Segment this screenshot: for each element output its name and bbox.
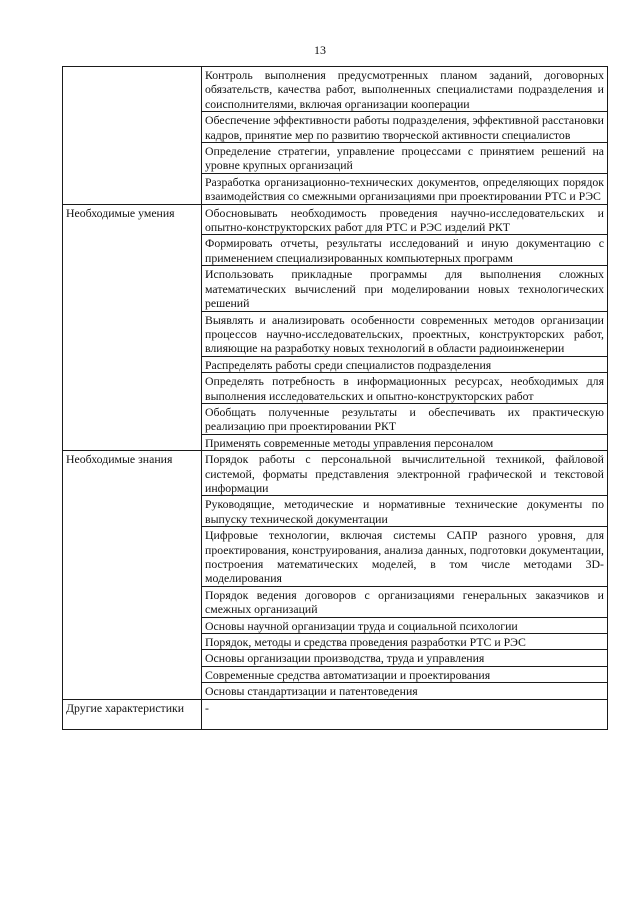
table-cell: Цифровые технологии, включая системы САПР разного уровня, для проектирования, конструирования, анализа данных, подготовки документации, построения математических моделей, в том числе методами 3D-моделирования [202,527,608,587]
table-cell: Контроль выполнения предусмотренных планом заданий, договорных обязательств, качества работ, выполненных специалистами подразделения и соисполнителями, включая организации кооперации [202,67,608,112]
table-row [63,451,608,496]
table-cell: Основы стандартизации и патентоведения [202,683,608,699]
job-spec-table [62,66,608,730]
row-label-other: Другие характеристики [63,699,202,729]
table-cell: Порядок ведения договоров с организациями генеральных заказчиков и смежных организаций [202,586,608,617]
row-label-knowledge: Необходимые знания [63,451,202,700]
table-cell: Определять потребность в информационных ресурсах, необходимых для выполнения исследовательских и опытно-конструкторских работ [202,373,608,404]
row-label-skills: Необходимые умения [63,204,202,451]
table-row [63,204,608,235]
table-row [63,67,608,112]
table-cell: Руководящие, методические и нормативные технические документы по выпуску технической документации [202,496,608,527]
table-cell: Порядок работы с персональной вычислительной техникой, файловой системой, форматы представления электронной графической и текстовой информации [202,451,608,496]
table-cell: Современные средства автоматизации и проектирования [202,666,608,682]
table-cell: Основы научной организации труда и социальной психологии [202,617,608,633]
table-cell: Основы организации производства, труда и управления [202,650,608,666]
table-cell: - [202,699,608,729]
table-row [63,699,608,729]
table-cell: Использовать прикладные программы для выполнения сложных математических вычислений при моделировании новых технологических решений [202,266,608,311]
table-cell: Применять современные методы управления персоналом [202,434,608,450]
page-number: 13 [314,43,326,57]
table-cell: Обобщать полученные результаты и обеспечивать их практическую реализацию при проектировании РКТ [202,403,608,434]
table-cell: Обосновывать необходимость проведения научно-исследовательских и опытно-конструкторских работ для РТС и РЭС изделий РКТ [202,204,608,235]
table-cell: Определение стратегии, управление процессами с принятием решений на уровне крупных организаций [202,143,608,174]
table-cell: Формировать отчеты, результаты исследований и иную документацию с применением специализированных компьютерных программ [202,235,608,266]
table-cell: Разработка организационно-технических документов, определяющих порядок взаимодействия со смежными организациями при проектировании РТС и РЭС [202,173,608,204]
table-cell: Обеспечение эффективности работы подразделения, эффективной расстановки кадров, принятие мер по развитию творческой активности специалистов [202,112,608,143]
row-label-empty [63,67,202,205]
table-cell: Выявлять и анализировать особенности современных методов организации процессов научно-исследовательских, проектных, конструкторских работ, влияющие на разработку новых технологий в области радиоинженерии [202,311,608,356]
table-cell: Распределять работы среди специалистов подразделения [202,356,608,372]
table-cell: Порядок, методы и средства проведения разработки РТС и РЭС [202,634,608,650]
